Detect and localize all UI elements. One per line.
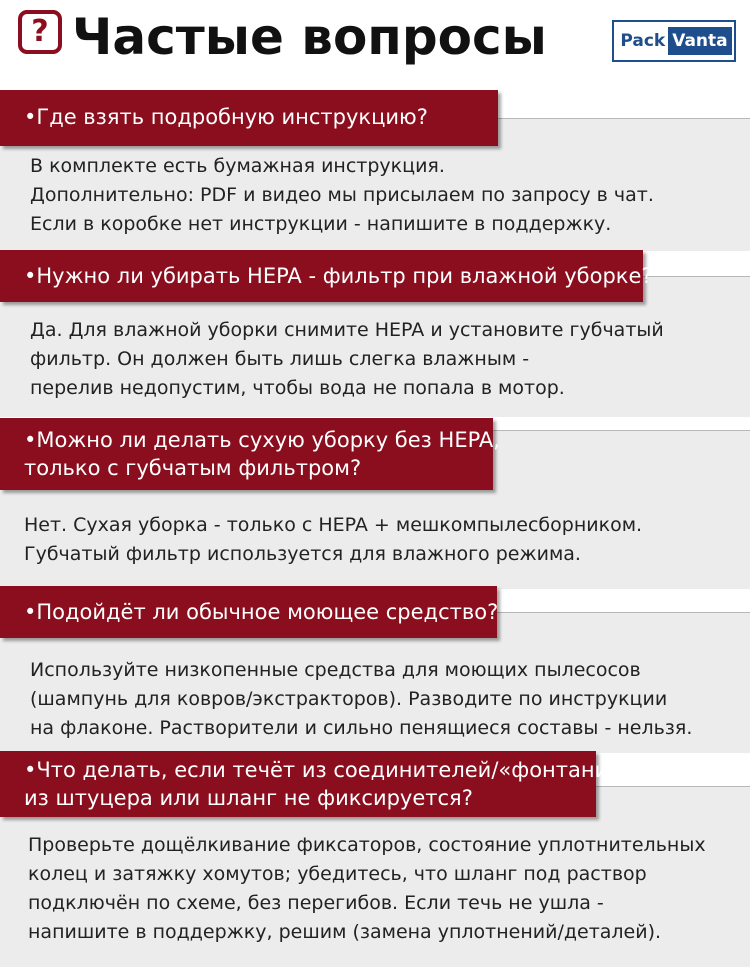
brand-logo	[612, 20, 736, 62]
faq-question-4	[0, 586, 497, 638]
question-line: •Можно ли делать сухую уборку без HEPA,	[24, 428, 500, 452]
answer-line: Нет. Сухая уборка - только с HEPA + мешкомпылесборником.	[24, 514, 643, 536]
answer-line: подключён по схеме, без перегибов. Если течь не ушла -	[28, 892, 604, 914]
question-line: •Подойдёт ли обычное моющее средство?	[24, 600, 499, 624]
faq-answer-1	[30, 152, 654, 239]
logo-text-pack: Pack	[620, 31, 666, 51]
faq-question-1	[0, 90, 498, 146]
faq-answer-5	[28, 831, 706, 947]
faq-answer-4	[30, 656, 692, 743]
answer-line: перелив недопустим, чтобы вода не попала в мотор.	[30, 377, 565, 399]
question-line: только с губчатым фильтром?	[24, 456, 362, 480]
answer-line: фильтр. Он должен быть лишь слегка влажным -	[30, 348, 530, 370]
answer-line: Да. Для влажной уборки снимите HEPA и установите губчатый	[30, 319, 664, 341]
faq-answer-2	[30, 316, 664, 403]
answer-line: Проверьте дощёлкивание фиксаторов, состояние уплотнительных	[28, 834, 706, 856]
question-line: •Что делать, если течёт из соединителей/«фонтанит»	[24, 758, 634, 782]
answer-line: Если в коробке нет инструкции - напишите в поддержку.	[30, 213, 612, 235]
question-line: из штуцера или шланг не фиксируется?	[24, 786, 473, 810]
answer-line: Губчатый фильтр используется для влажного режима.	[24, 543, 581, 565]
answer-line: напишите в поддержку, решим (замена уплотнений/деталей).	[28, 921, 662, 943]
question-mark-icon: ?	[18, 10, 62, 54]
faq-question-5	[0, 751, 634, 817]
faq-question-3	[0, 418, 500, 490]
page-title: Частые вопросы	[72, 8, 547, 66]
answer-line: Дополнительно: PDF и видео мы присылаем по запросу в чат.	[30, 184, 654, 206]
answer-line: В комплекте есть бумажная инструкция.	[30, 155, 445, 177]
question-line: •Где взять подробную инструкцию?	[24, 105, 428, 129]
page-header	[0, 0, 750, 88]
logo-text-vanta: Vanta	[668, 27, 731, 55]
answer-line: Используйте низкопенные средства для моющих пылесосов	[30, 659, 641, 681]
answer-line: на флаконе. Растворители и сильно пенящиеся составы - нельзя.	[30, 717, 693, 739]
answer-line: колец и затяжку хомутов; убедитесь, что шланг под раствор	[28, 863, 647, 885]
faq-answer-3	[24, 511, 642, 569]
question-line: •Нужно ли убирать HEPA - фильтр при влажной уборке?	[24, 264, 653, 288]
answer-line: (шампунь для ковров/экстракторов). Разводите по инструкции	[30, 688, 668, 710]
faq-question-2	[0, 250, 653, 302]
